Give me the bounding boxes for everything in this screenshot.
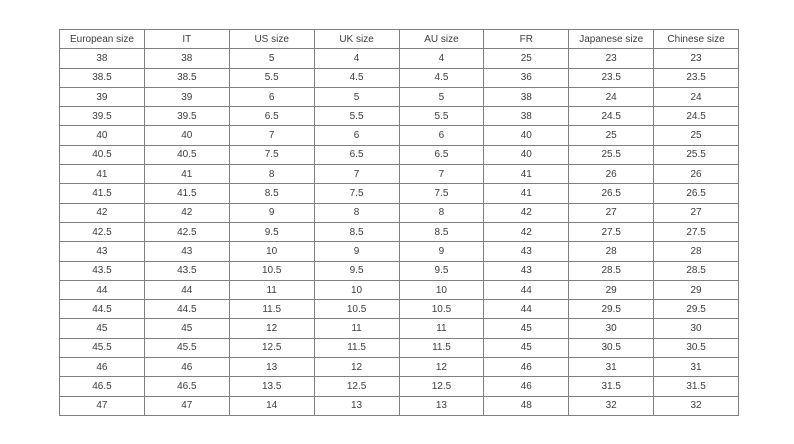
table-cell: 31.5 xyxy=(569,377,654,396)
table-row xyxy=(60,280,739,299)
table-cell: 43.5 xyxy=(60,261,145,280)
table-cell: 12 xyxy=(229,319,314,338)
table-cell: 41.5 xyxy=(60,184,145,203)
column-header: Chinese size xyxy=(654,30,739,49)
table-cell: 9.5 xyxy=(399,261,484,280)
table-cell: 40.5 xyxy=(144,145,229,164)
table-cell: 29.5 xyxy=(654,300,739,319)
table-cell: 30 xyxy=(654,319,739,338)
table-cell: 40 xyxy=(484,126,569,145)
table-cell: 11.5 xyxy=(399,338,484,357)
table-cell: 45.5 xyxy=(60,338,145,357)
table-cell: 13 xyxy=(314,396,399,415)
table-cell: 42 xyxy=(484,222,569,241)
table-cell: 24 xyxy=(654,87,739,106)
table-cell: 25 xyxy=(654,126,739,145)
table-cell: 7.5 xyxy=(399,184,484,203)
table-cell: 29 xyxy=(569,280,654,299)
table-cell: 12.5 xyxy=(399,377,484,396)
table-cell: 12 xyxy=(314,358,399,377)
table-cell: 8.5 xyxy=(314,222,399,241)
table-cell: 29.5 xyxy=(569,300,654,319)
size-conversion-table xyxy=(59,29,739,416)
table-cell: 46 xyxy=(60,358,145,377)
table-cell: 25 xyxy=(484,49,569,68)
table-cell: 7 xyxy=(399,165,484,184)
table-cell: 25.5 xyxy=(569,145,654,164)
table-cell: 42.5 xyxy=(144,222,229,241)
table-cell: 38 xyxy=(60,49,145,68)
table-cell: 5 xyxy=(229,49,314,68)
table-cell: 30.5 xyxy=(569,338,654,357)
table-row xyxy=(60,242,739,261)
column-header: European size xyxy=(60,30,145,49)
table-row xyxy=(60,261,739,280)
table-cell: 42 xyxy=(484,203,569,222)
table-cell: 43.5 xyxy=(144,261,229,280)
table-cell: 44.5 xyxy=(144,300,229,319)
table-row xyxy=(60,377,739,396)
table-cell: 10.5 xyxy=(229,261,314,280)
table-cell: 28 xyxy=(654,242,739,261)
table-cell: 47 xyxy=(60,396,145,415)
table-cell: 10 xyxy=(399,280,484,299)
table-row xyxy=(60,68,739,87)
table-body xyxy=(60,49,739,416)
column-header: US size xyxy=(229,30,314,49)
table-cell: 26.5 xyxy=(654,184,739,203)
table-cell: 41.5 xyxy=(144,184,229,203)
table-cell: 8 xyxy=(399,203,484,222)
table-cell: 44 xyxy=(484,300,569,319)
table-row xyxy=(60,319,739,338)
table-cell: 46 xyxy=(484,358,569,377)
table-cell: 7.5 xyxy=(229,145,314,164)
table-row xyxy=(60,300,739,319)
table-cell: 41 xyxy=(484,184,569,203)
header-row xyxy=(60,30,739,49)
table-row xyxy=(60,49,739,68)
table-cell: 6.5 xyxy=(229,107,314,126)
table-cell: 45 xyxy=(484,338,569,357)
table-cell: 39.5 xyxy=(144,107,229,126)
table-cell: 9 xyxy=(399,242,484,261)
table-cell: 41 xyxy=(60,165,145,184)
table-cell: 40.5 xyxy=(60,145,145,164)
table-cell: 26 xyxy=(654,165,739,184)
table-cell: 4 xyxy=(314,49,399,68)
table-cell: 39.5 xyxy=(60,107,145,126)
table-header xyxy=(60,30,739,49)
table-cell: 43 xyxy=(484,261,569,280)
table-row xyxy=(60,184,739,203)
column-header: AU size xyxy=(399,30,484,49)
table-cell: 38 xyxy=(484,107,569,126)
table-cell: 8 xyxy=(314,203,399,222)
table-row xyxy=(60,145,739,164)
table-cell: 42 xyxy=(60,203,145,222)
table-cell: 4 xyxy=(399,49,484,68)
table-cell: 28.5 xyxy=(569,261,654,280)
table-cell: 9 xyxy=(314,242,399,261)
table-cell: 4.5 xyxy=(399,68,484,87)
table-cell: 5.5 xyxy=(314,107,399,126)
table-cell: 38.5 xyxy=(144,68,229,87)
column-header: Japanese size xyxy=(569,30,654,49)
table-cell: 6 xyxy=(229,87,314,106)
table-cell: 42.5 xyxy=(60,222,145,241)
table-cell: 8.5 xyxy=(399,222,484,241)
table-cell: 5 xyxy=(314,87,399,106)
table-cell: 10 xyxy=(229,242,314,261)
table-cell: 30 xyxy=(569,319,654,338)
table-row xyxy=(60,126,739,145)
table-cell: 24.5 xyxy=(569,107,654,126)
table-cell: 5 xyxy=(399,87,484,106)
table-row xyxy=(60,87,739,106)
table-cell: 40 xyxy=(60,126,145,145)
table-row xyxy=(60,396,739,415)
column-header: UK size xyxy=(314,30,399,49)
table-row xyxy=(60,338,739,357)
table-cell: 6.5 xyxy=(399,145,484,164)
table-cell: 14 xyxy=(229,396,314,415)
table-cell: 38 xyxy=(144,49,229,68)
table-cell: 44 xyxy=(484,280,569,299)
table-cell: 29 xyxy=(654,280,739,299)
table-cell: 28 xyxy=(569,242,654,261)
table-cell: 10.5 xyxy=(399,300,484,319)
table-cell: 11 xyxy=(399,319,484,338)
table-cell: 45 xyxy=(484,319,569,338)
table-cell: 46.5 xyxy=(60,377,145,396)
table-cell: 36 xyxy=(484,68,569,87)
table-row xyxy=(60,165,739,184)
table-cell: 47 xyxy=(144,396,229,415)
table-cell: 6 xyxy=(399,126,484,145)
table-cell: 25.5 xyxy=(654,145,739,164)
table-cell: 27.5 xyxy=(569,222,654,241)
table-cell: 40 xyxy=(484,145,569,164)
table-cell: 24.5 xyxy=(654,107,739,126)
table-cell: 10.5 xyxy=(314,300,399,319)
table-cell: 5.5 xyxy=(229,68,314,87)
table-cell: 32 xyxy=(569,396,654,415)
table-cell: 10 xyxy=(314,280,399,299)
table-cell: 38 xyxy=(484,87,569,106)
table-cell: 38.5 xyxy=(60,68,145,87)
table-cell: 41 xyxy=(144,165,229,184)
table-cell: 7.5 xyxy=(314,184,399,203)
table-cell: 43 xyxy=(60,242,145,261)
table-cell: 5.5 xyxy=(399,107,484,126)
table-cell: 45.5 xyxy=(144,338,229,357)
table-cell: 42 xyxy=(144,203,229,222)
table-cell: 43 xyxy=(144,242,229,261)
table-row xyxy=(60,222,739,241)
table-row xyxy=(60,358,739,377)
table-row xyxy=(60,203,739,222)
table-cell: 7 xyxy=(229,126,314,145)
table-cell: 45 xyxy=(144,319,229,338)
table-cell: 8 xyxy=(229,165,314,184)
table-cell: 40 xyxy=(144,126,229,145)
table-cell: 13 xyxy=(399,396,484,415)
table-cell: 11 xyxy=(314,319,399,338)
table-cell: 8.5 xyxy=(229,184,314,203)
table-cell: 9.5 xyxy=(314,261,399,280)
table-cell: 44.5 xyxy=(60,300,145,319)
table-cell: 6 xyxy=(314,126,399,145)
table-cell: 12 xyxy=(399,358,484,377)
table-cell: 12.5 xyxy=(229,338,314,357)
table-cell: 27.5 xyxy=(654,222,739,241)
table-cell: 44 xyxy=(144,280,229,299)
table-cell: 43 xyxy=(484,242,569,261)
table-cell: 11.5 xyxy=(314,338,399,357)
table-cell: 28.5 xyxy=(654,261,739,280)
table-cell: 26.5 xyxy=(569,184,654,203)
table-cell: 48 xyxy=(484,396,569,415)
table-cell: 27 xyxy=(654,203,739,222)
table-cell: 11 xyxy=(229,280,314,299)
table-cell: 13 xyxy=(229,358,314,377)
table-cell: 12.5 xyxy=(314,377,399,396)
table-row xyxy=(60,107,739,126)
table-cell: 23 xyxy=(654,49,739,68)
table-cell: 23 xyxy=(569,49,654,68)
table-cell: 25 xyxy=(569,126,654,145)
table-cell: 30.5 xyxy=(654,338,739,357)
table-cell: 32 xyxy=(654,396,739,415)
table-cell: 44 xyxy=(60,280,145,299)
table-cell: 41 xyxy=(484,165,569,184)
table-cell: 39 xyxy=(144,87,229,106)
table-cell: 39 xyxy=(60,87,145,106)
table-cell: 7 xyxy=(314,165,399,184)
table-cell: 27 xyxy=(569,203,654,222)
table-cell: 46 xyxy=(144,358,229,377)
table-cell: 26 xyxy=(569,165,654,184)
table-cell: 31.5 xyxy=(654,377,739,396)
table-cell: 6.5 xyxy=(314,145,399,164)
table-cell: 31 xyxy=(654,358,739,377)
table-cell: 23.5 xyxy=(569,68,654,87)
table-cell: 4.5 xyxy=(314,68,399,87)
table-cell: 45 xyxy=(60,319,145,338)
table-cell: 9.5 xyxy=(229,222,314,241)
table-cell: 9 xyxy=(229,203,314,222)
column-header: IT xyxy=(144,30,229,49)
table-cell: 46 xyxy=(484,377,569,396)
column-header: FR xyxy=(484,30,569,49)
table-cell: 13.5 xyxy=(229,377,314,396)
table-cell: 23.5 xyxy=(654,68,739,87)
table-cell: 24 xyxy=(569,87,654,106)
table-cell: 11.5 xyxy=(229,300,314,319)
table-cell: 46.5 xyxy=(144,377,229,396)
table-cell: 31 xyxy=(569,358,654,377)
